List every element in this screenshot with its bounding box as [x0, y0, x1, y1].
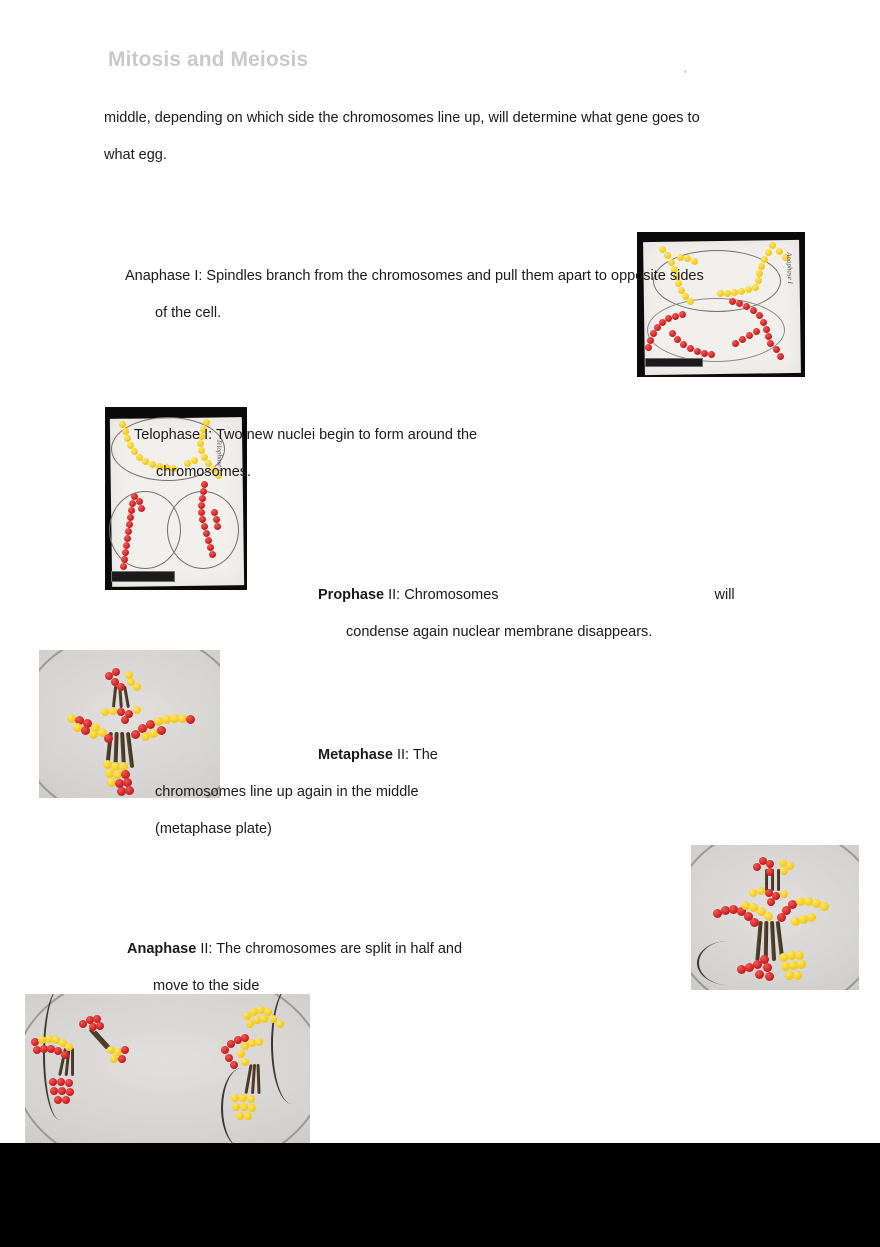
wire-right — [271, 994, 310, 1104]
paragraph-intro — [104, 100, 784, 174]
photo-caption-strip — [111, 571, 175, 582]
paragraph-anaphase-1-line-2: of the cell. — [155, 305, 222, 321]
paragraph-prophase-2 — [318, 577, 788, 651]
paragraph-prophase-2-line-2: condense again nuclear membrane disappears. — [346, 624, 653, 640]
paragraph-intro-line-1: middle, depending on which side the chromosomes line up, will determine what gene goes to — [104, 110, 700, 126]
phase-label-prophase-2: Prophase — [318, 587, 385, 603]
paragraph-metaphase-2-line-1 — [155, 737, 715, 774]
footer-black-band — [0, 1143, 880, 1247]
paragraph-telophase-1-line-1: Telophase I: Two new nuclei begin to form around the — [134, 427, 478, 443]
phase-label-metaphase-2: Metaphase — [318, 747, 393, 763]
paragraph-anaphase-1-line-1: Anaphase I: Spindles branch from the chromosomes and pull them apart to opposite sides — [125, 268, 704, 284]
paragraph-anaphase-2-line-1 — [127, 931, 687, 968]
paragraph-metaphase-2-line-2: chromosomes line up again in the middle — [155, 784, 419, 800]
page-title: Mitosis and Meiosis — [108, 48, 309, 71]
paragraph-anaphase-1 — [125, 258, 805, 332]
handwritten-note: Telophase I — [215, 439, 225, 472]
paragraph-anaphase-2 — [127, 931, 687, 1005]
paragraph-prophase-2-trailing: will — [714, 587, 735, 603]
paragraph-intro-line-2: what egg. — [104, 147, 167, 163]
phase-label-anaphase-2: Anaphase — [127, 941, 197, 957]
photo-caption-strip — [645, 358, 703, 367]
paragraph-prophase-2-line-1 — [318, 577, 788, 614]
paragraph-metaphase-2-rest: II: The — [392, 747, 438, 763]
header-speck-icon — [684, 70, 687, 73]
handwritten-note: Anaphase I — [785, 252, 795, 284]
figure-anaphase-2-right — [691, 845, 859, 990]
paragraph-anaphase-2-line-2: move to the side — [153, 978, 260, 994]
paragraph-prophase-2-rest: II: Chromosomes — [384, 587, 499, 603]
figure-anaphase-2-bottom — [25, 994, 310, 1144]
paragraph-telophase-1 — [134, 417, 694, 491]
paragraph-metaphase-2-line-3: (metaphase plate) — [155, 821, 272, 837]
paragraph-anaphase-2-rest: II: The chromosomes are split in half and — [196, 941, 463, 957]
paragraph-metaphase-2 — [155, 737, 715, 848]
paragraph-telophase-1-line-2: chromosomes. — [156, 464, 252, 480]
